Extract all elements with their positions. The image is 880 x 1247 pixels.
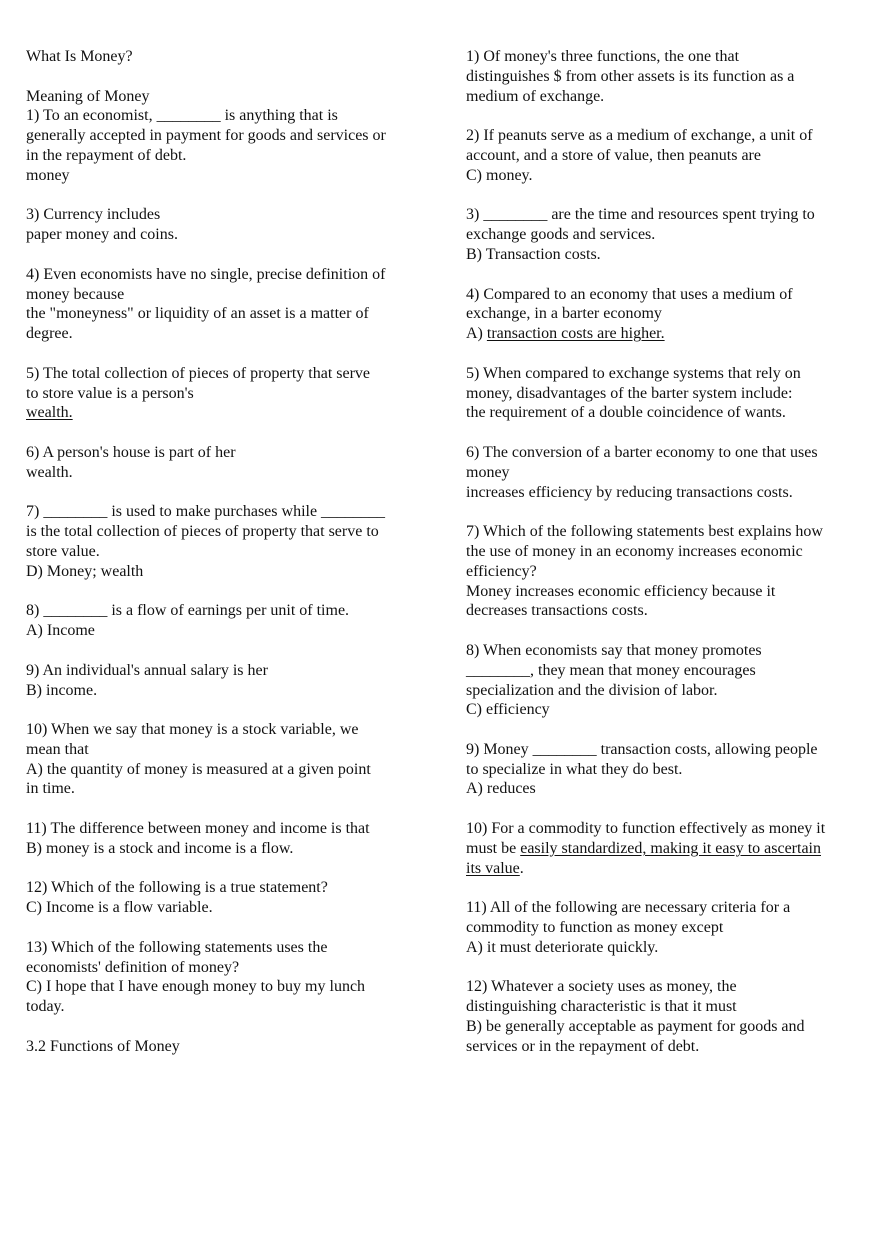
answer-line: the "moneyness" or liquidity of an asset is a matter of	[26, 305, 369, 323]
question-line: 3) ________ are the time and resources spent trying to	[466, 206, 815, 224]
question-line: 4) Even economists have no single, precise definition of	[26, 265, 386, 283]
left-column	[26, 47, 422, 1076]
question-line: money because	[26, 285, 125, 303]
question-block	[466, 47, 858, 106]
question-block	[466, 898, 858, 957]
question-line: 10) When we say that money is a stock variable, we	[26, 721, 359, 739]
answer-line: paper money and coins.	[26, 226, 178, 244]
question-line: money, disadvantages of the barter system include:	[466, 384, 793, 402]
question-block	[466, 740, 858, 799]
answer-line: C) Income is a flow variable.	[26, 899, 213, 917]
question-line: 10) For a commodity to function effectively as money it	[466, 820, 826, 838]
question-line: 3) Currency includes	[26, 206, 161, 224]
question-block	[26, 443, 422, 483]
page-title: What Is Money?	[26, 48, 133, 65]
question-block	[466, 205, 858, 264]
answer-line: services or in the repayment of debt.	[466, 1037, 700, 1055]
question-block	[26, 720, 422, 799]
question-line: exchange, in a barter economy	[466, 305, 662, 323]
answer-line: degree.	[26, 325, 73, 343]
question-block	[466, 285, 858, 344]
question-line: exchange goods and services.	[466, 226, 656, 244]
question-line: to specialize in what they do best.	[466, 760, 683, 778]
question-block	[26, 938, 422, 1017]
underlined-answer: easily standardized, making it easy to ascertain	[520, 839, 821, 857]
question-line: 1) To an economist, ________ is anything that is	[26, 107, 338, 125]
answer-line	[466, 839, 858, 859]
question-line: 6) The conversion of a barter economy to one that uses	[466, 443, 818, 461]
question-line: 12) Which of the following is a true statement?	[26, 879, 328, 897]
question-line: 1) Of money's three functions, the one that	[466, 48, 740, 65]
question-line: mean that	[26, 740, 89, 758]
answer-line: A) reduces	[466, 780, 536, 798]
question-line: 4) Compared to an economy that uses a medium of	[466, 285, 793, 303]
answer-line: C) I hope that I have enough money to buy my lunch	[26, 978, 366, 996]
answer-line: Money increases economic efficiency because it	[466, 582, 776, 600]
answer-line: increases efficiency by reducing transactions costs.	[466, 483, 793, 501]
question-line: the use of money in an economy increases economic	[466, 542, 803, 560]
question-line: efficiency?	[466, 562, 537, 580]
answer-line: A) it must deteriorate quickly.	[466, 938, 659, 956]
answer-line	[466, 859, 858, 879]
question-line: money	[466, 463, 510, 481]
question-block	[466, 641, 858, 720]
answer-suffix: .	[519, 859, 524, 877]
question-block	[466, 522, 858, 621]
question-line: economists' definition of money?	[26, 958, 240, 976]
question-line: 8) ________ is a flow of earnings per unit of time.	[26, 602, 350, 620]
question-block	[466, 126, 858, 185]
question-line: ________, they mean that money encourages	[466, 661, 756, 679]
question-line: 9) Money ________ transaction costs, allowing people	[466, 740, 818, 758]
answer-line: money	[26, 166, 70, 184]
answer-line	[466, 324, 858, 344]
answer-line: A) Income	[26, 622, 95, 640]
question-line: specialization and the division of labor.	[466, 681, 718, 699]
question-block	[466, 443, 858, 502]
question-line: account, and a store of value, then peanuts are	[466, 146, 761, 164]
question-line: 13) Which of the following statements uses the	[26, 938, 328, 956]
section-heading: 3.2 Functions of Money	[26, 1037, 180, 1055]
question-block	[26, 502, 422, 581]
question-line: in the repayment of debt.	[26, 146, 187, 164]
question-line: 5) The total collection of pieces of property that serve	[26, 364, 371, 382]
underlined-answer: transaction costs are higher.	[486, 325, 665, 343]
question-block	[26, 205, 422, 245]
answer-line: C) money.	[466, 166, 533, 184]
question-line: distinguishing characteristic is that it must	[466, 998, 737, 1016]
question-line: generally accepted in payment for goods and services or	[26, 127, 386, 145]
answer-line: decreases transactions costs.	[466, 602, 648, 620]
question-block	[466, 977, 858, 1056]
answer-line: today.	[26, 998, 65, 1016]
answer-line	[26, 403, 422, 423]
answer-line: D) Money; wealth	[26, 562, 144, 580]
answer-line: the requirement of a double coincidence of wants.	[466, 404, 786, 422]
question-line: distinguishes $ from other assets is its function as a	[466, 67, 795, 85]
right-column	[466, 47, 858, 1076]
question-block	[26, 601, 422, 641]
answer-line: B) be generally acceptable as payment for goods and	[466, 1018, 805, 1036]
answer-line: B) Transaction costs.	[466, 245, 601, 263]
answer-line: wealth.	[26, 463, 73, 481]
question-block	[26, 819, 422, 859]
question-line: to store value is a person's	[26, 384, 194, 402]
question-line: 8) When economists say that money promotes	[466, 641, 762, 659]
question-line: 2) If peanuts serve as a medium of exchange, a unit of	[466, 127, 813, 145]
question-line: commodity to function as money except	[466, 919, 724, 937]
answer-line: A) the quantity of money is measured at a given point	[26, 760, 371, 778]
question-line: 6) A person's house is part of her	[26, 443, 236, 461]
answer-prefix: must be	[466, 839, 521, 857]
question-line: 11) All of the following are necessary criteria for a	[466, 899, 791, 917]
question-block	[26, 661, 422, 701]
question-line: 9) An individual's annual salary is her	[26, 661, 268, 679]
question-line: store value.	[26, 542, 100, 560]
question-line: 5) When compared to exchange systems that rely on	[466, 364, 801, 382]
underlined-answer: its value	[466, 859, 520, 877]
section-heading: Meaning of Money	[26, 87, 150, 105]
answer-line: in time.	[26, 780, 75, 798]
answer-line: medium of exchange.	[466, 87, 605, 105]
answer-line: B) money is a stock and income is a flow.	[26, 839, 294, 857]
question-block	[26, 364, 422, 423]
question-block	[466, 819, 858, 878]
answer-line: C) efficiency	[466, 701, 550, 719]
question-line: 12) Whatever a society uses as money, the	[466, 978, 737, 996]
question-block	[466, 364, 858, 423]
question-line: is the total collection of pieces of property that serve to	[26, 523, 379, 541]
question-line: 7) ________ is used to make purchases while ________	[26, 503, 386, 521]
question-block	[26, 878, 422, 918]
question-block	[26, 265, 422, 344]
underlined-answer: wealth.	[26, 404, 73, 422]
answer-line: B) income.	[26, 681, 98, 699]
answer-prefix: A)	[466, 325, 487, 343]
question-line: 11) The difference between money and income is that	[26, 820, 370, 838]
question-line: 7) Which of the following statements best explains how	[466, 523, 823, 541]
